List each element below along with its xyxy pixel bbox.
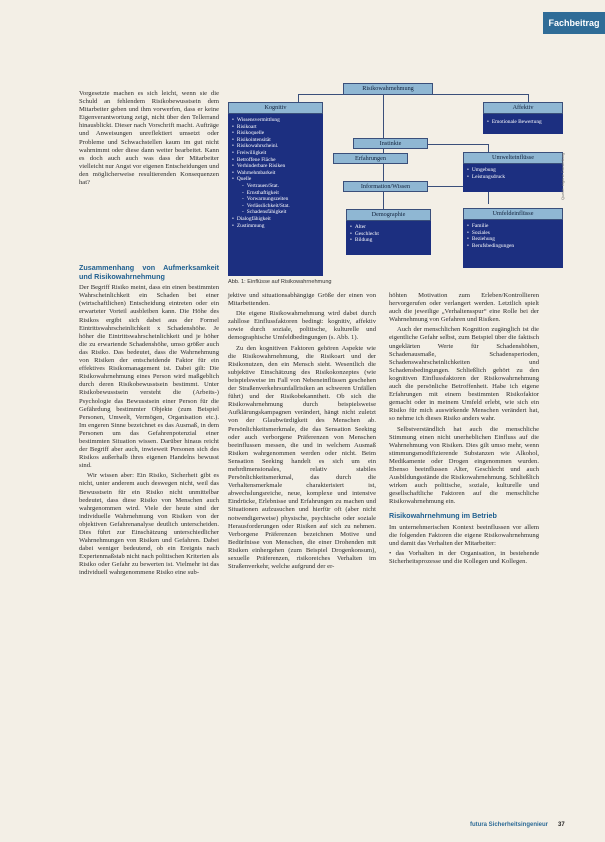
list-subitem: - Vertrauen/Stat. [232, 183, 319, 190]
information-box: Information/Wissen [343, 181, 428, 192]
list-item: • Wahrnehmbarkeit [232, 170, 319, 177]
umwelt-list [463, 164, 563, 192]
list-item: • Betroffene Fläche [232, 157, 319, 164]
list-item: • Risikointensität [232, 137, 319, 144]
paragraph: Vorgesetzte machen es sich leicht, wenn sie die Schuld an fehlendem Risikobewusstsein dem Mitarbeiter geben und ihm vorwerfen, dass er keine Eigenverantwortung zeigt, nicht über den Tellerrand hinausblickt. Dieser nach Vorschrift macht. Aufträge und Anweisungen unreflektiert umsetzt oder Probleme und Schwachstellen kaum im gut nicht wahrnimmt oder diese dann weiter bearbeitet. Kann es doch auch auch was dass der Mitarbeiter vielleicht nur Angst vor eigenen Entscheidungen und den möglicherweise resultierenden Konsequenzen hat? [79, 90, 219, 187]
umwelt-header: Umwelteinflüsse [463, 152, 563, 164]
paragraph: Zu den kognitiven Faktoren gehören Aspekte wie die Risikowahrnehmung, die Risikoart und der Risikonutzen, den ein Mensch sieht. Wesentlich die subjektive Einschätzung des Risikokonzeptes (wie beispielsweise im Fall von Nebeneinflüssen geschehen der Straßenverkehrsunfallrisiken an schweren Unfällen führt) und der Risikobekanntheit. Ob sich die Risikowahrnehmung durch beispielsweise Aufklärungskampagnen verändert, hängt nicht zuletzt von der Glaubwürdigkeit des Menschen ab. Persönlichkeitsmerkmale, die das Sensation Seeking oder auch verborgene Präferenzen von Menschen beeinflussen messen, die und in welchem Ausmaß Risiken wahrgenommen werden oder nicht. Beim Sensation Seeking handelt es sich um ein mehrdimensionales, relativ stabiles Persönlichkeitsmerkmal, das durch die Verhaltensmerkmale charakterisiert ist, abwechslungsreiche, neue, komplexe und intensive Eindrücke, Erlebnisse und Erfahrungen zu machen und Situationen aufzusuchen und hierfür oft (aber nicht notwendigerweise) physische, psychische oder soziale Herausforderungen oder Risiken auf sich zu nehmen. Verborgene Präferenzen bezeichnen Motive und Bedürfnisse von Menschen, die einer Drohenden mit Risiken einhergehen (zum Beispiel Drogenkonsum), sexuelle Präferenzen, risikoreiches Verhalten im Straßenverkehr, welche aufgrund der er- [228, 344, 376, 571]
paragraph: Auch der menschlichen Kognition zugänglich ist die eigentliche Gefahr selbst, zum Beispiel über die faktisch ungeklärten Werte für Schadenshöhen, Schadenausmaße, Schadensperioden, Schadenswahrscheinlichkeiten und Schadensbedingungen. Schließlich gehört zu den kognitiven Einflussfaktoren der Risikowahrnehmung auch die persönliche Betroffenheit. Habe ich eigene Erfahrungen mit einem bestimmten Risikofaktor gemacht oder in meinem Umfeld erlebt, wie sich ein Risiko für mich auswirkende Menschen verändert hat, so nehme ich dieses Risiko anders wahr. [389, 326, 539, 423]
section-tag: Fachbeitrag [543, 12, 605, 34]
list-item: • Wissensvermittlung [232, 117, 319, 124]
demografie-header: Demographie [346, 209, 431, 221]
page-number: 37 [558, 822, 565, 828]
list-item: • Leistungsdruck [467, 174, 559, 181]
list-item: • Alter [350, 224, 427, 231]
list-item: • Berufsbedingungen [467, 243, 559, 250]
journal-name: futura Sicherheitsingenieur [470, 822, 549, 828]
paragraph: Im unternehmerischen Kontext beeinflussen vor allem die folgenden Faktoren die eigene Risikowahrnehmung und damit das Verhalten der Mitarbeiter: [389, 524, 539, 548]
figure-credit: Quelle: eigene Darstellung [560, 152, 565, 200]
main-label: Risikowahrnehmung [343, 83, 433, 95]
column-1 [79, 258, 219, 580]
paragraph: jektive und situationsabhängige Größe der einen von Mitarbeitenden. [228, 292, 376, 308]
section-heading: Zusammenhang von Aufmerksamkeit und Risikowahrnehmung [79, 263, 219, 281]
paragraph: Wir wissen aber: Ein Risiko, Sicherheit gibt es nicht, unter anderem auch deswegen nicht, weil das Bewusstsein für ein Risiko nicht unmittelbar bedeutet, dass diese Risiko von Menschen auch wahrgenommen wird. Viele der heute sind der individuelle Wahrnehmung von Risiken von der objektiven Gefahrenanalyse deutlich unterscheiden. Dies führt zur Einschätzung unterschiedlicher Wahrnehmungen von Risiken und Gefahren. Dabei dabei weniger bedeutend, ob ein Ereignis nach Expertenmaßstab nicht nach politischen Kriterien als Risiko oder Gefahr zu bewerten ist. Vielmehr ist das individuell wahrgenommene Risiko eine sub- [79, 472, 219, 577]
demografie-list [346, 221, 431, 255]
instinkte-box: Instinkte [353, 138, 428, 149]
list-item: • Quelle [232, 176, 319, 183]
list-subitem: - Schadensfähigkeit [232, 209, 319, 216]
list-item: • Zustimmung [232, 223, 319, 230]
column-2 [228, 292, 376, 573]
umfeld-list [463, 220, 563, 268]
list-item: • Soziales [467, 230, 559, 237]
column-3 [389, 292, 539, 569]
list-subitem: - Vorwarnungszeiten [232, 196, 319, 203]
page-footer [470, 822, 565, 828]
affektiv-header: Affektiv [483, 102, 563, 114]
list-item: • Freiwilligkeit [232, 150, 319, 157]
list-subitem: - Verlässlichkeit/Stat. [232, 203, 319, 210]
paragraph: Der Begriff Risiko meint, dass ein einen bestimmten Wahrscheinlichkeit ein Schaden bei einer (wirtschaftlichen) Entscheidung eintreten oder ein erwarteter Vorteil ausbleiben kann. Die Höhe des Risikos ergibt sich dabei aus der Formel Eintrittswahrscheinlichkeit x Schadenshöhe. Je höher die Eintrittswahrscheinlichkeit und je höher die zu erwartende Schadenshöhe, umso größer auch das Risiko. Das bedeutet, dass die Wahrnehmung von Risiken der entscheidende Faktor für ein effektives Risikomanagement ist. Dabei gilt: Die Risikowahrnehmung eines Person wird maßgeblich durch deren Risikobewusstsein bestimmt. Unter Risikobewusstsein versteht die (Arbeits-) Psychologie das Bewusstsein einer Person für die Gefährdung bestimmter Objekte (zum Beispiel Personen, Umwelt, Vermögen, Organisation etc.). Im engeren Sinne bezeichnet es das Ausmaß, in dem Personen um das Gefahrenpotenzial einer bestimmten Situation wissen. Darüber hinaus reicht der Begriff aber auch, inwieweit Personen sich des Risikos außerhalb ihres eigenen Handelns bewusst sind. [79, 284, 219, 470]
list-item: • Beziehung [467, 236, 559, 243]
paragraph: höhten Motivation zum Erleben/Kontrollieren hervorgerufen oder verlangert werden. Letztlich spielt auch die jeweilige „Verhaltensspur“ eine Rolle bei der Wahrnehmung von Gefahren und Risiken. [389, 292, 539, 324]
list-item: • Emotionale Bewertung [487, 119, 559, 126]
list-item: • Risikowahrscheinl. [232, 143, 319, 150]
erfahrungen-box: Erfahrungen [333, 153, 408, 164]
list-item: • Verhinderbare Risiken [232, 163, 319, 170]
list-item: • Risikoart [232, 124, 319, 131]
list-item: • Geschlecht [350, 231, 427, 238]
risk-perception-diagram [228, 80, 563, 280]
column-1-top [79, 90, 219, 189]
kognitiv-header: Kognitiv [228, 102, 323, 114]
kognitiv-list [228, 114, 323, 276]
affektiv-list [483, 114, 563, 134]
list-item: • Risikoquelle [232, 130, 319, 137]
bullet-item: • das Vorhalten in der Organisation, in bestehende Sicherheitsprozesse und die Kollegen und Kollegen. [389, 550, 539, 566]
list-item: • Bildung [350, 237, 427, 244]
paragraph: Selbstverständlich hat auch die menschliche Stimmung einen nicht unerheblichen Einfluss auf die Wahrnehmung von Risiken. Dies gilt umso mehr, wenn stimmungsmodifizierende Substanzen wie Alkohol, Medikamente oder Drogen eingenommen wurden. Ebenso beeinflussen Alter, Geschlecht und auch Ausbildungsstände die Risikowahrnehmung. Schließlich wirken auch politische, soziale, kulturelle und gesellschaftliche Faktoren auf die menschliche Risikowahrnehmung ein. [389, 425, 539, 506]
figure-caption: Abb. 1: Einflüsse auf Risikowahrnehmung [228, 279, 332, 285]
list-item: • Umgebung [467, 167, 559, 174]
list-item: • Familie [467, 223, 559, 230]
list-subitem: - Ernsthaftigkeit [232, 190, 319, 197]
list-item: • Dialogfähigkeit [232, 216, 319, 223]
section-heading: Risikowahrnehmung im Betrieb [389, 511, 497, 521]
umfeld-header: Umfeldeinflüsse [463, 208, 563, 220]
paragraph: Die eigene Risikowahrnehmung wird dabei durch zahllose Einflussfaktoren bedingt: kognitiv, affektiv sowie durch soziale, politische, kulturelle und demographische Umfeldbedingungen (s. Abb. 1). [228, 310, 376, 342]
